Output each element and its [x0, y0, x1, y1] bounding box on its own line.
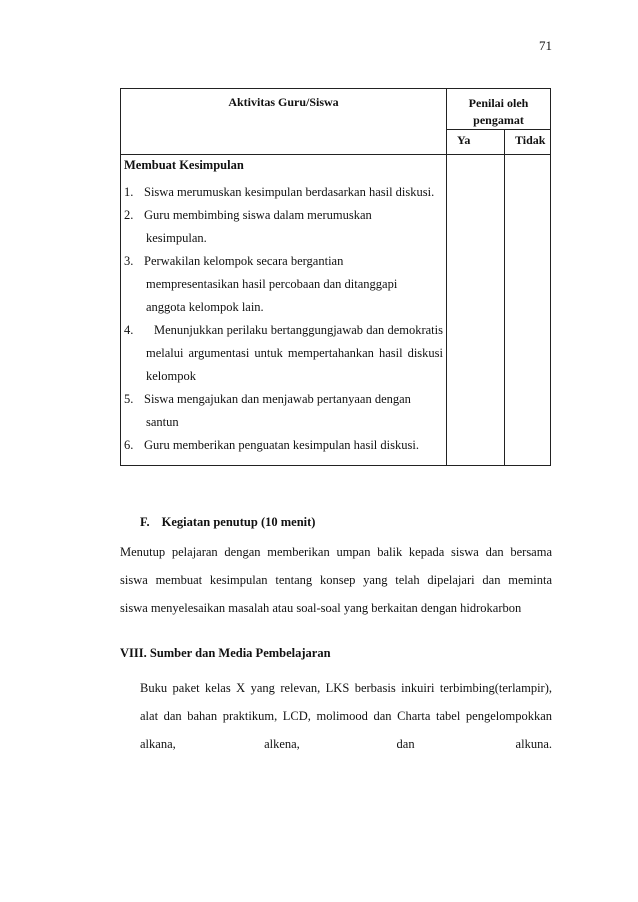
list-item	[124, 434, 443, 457]
paragraph-line: siswa menyelesaikan masalah atau soal-soal yang berkaitan dengan hidrokarbon	[120, 601, 522, 615]
item-text: santun	[146, 415, 179, 429]
item-number: 4.	[124, 323, 134, 337]
list-item-continuation	[124, 296, 443, 319]
item-number: 3.	[124, 254, 134, 268]
section-heading: Membuat Kesimpulan	[124, 158, 244, 172]
paragraph-line: Buku paket kelas X yang relevan, LKS berbasis inkuiri terbimbing(terlampir),	[140, 681, 552, 695]
list-item	[124, 204, 443, 227]
item-number: 5.	[124, 392, 134, 406]
page-number: 71	[539, 38, 552, 53]
item-text: mempresentasikan hasil percobaan dan ditanggapi	[146, 277, 398, 291]
item-text: Siswa merumuskan kesimpulan berdasarkan hasil diskusi.	[144, 185, 435, 199]
item-number: 1.	[124, 185, 134, 199]
observation-table	[120, 88, 551, 466]
item-text: Guru memberikan penguatan kesimpulan hasil diskusi.	[144, 438, 419, 452]
kegiatan-penutup-paragraph	[120, 538, 552, 622]
item-text: Siswa mengajukan dan menjawab pertanyaan dengan	[144, 392, 411, 406]
list-item	[124, 250, 443, 273]
list-item	[124, 181, 443, 204]
item-text: Menunjukkan perilaku bertanggungjawab dan demokratis	[154, 323, 443, 337]
list-item-continuation	[124, 411, 443, 434]
paragraph-line: siswa membuat kesimpulan tentang konsep yang telah dipelajari dan meminta	[120, 573, 552, 587]
item-text: melalui argumentasi untuk mempertahankan hasil diskusi	[146, 346, 443, 360]
item-text: Guru membimbing siswa dalam merumuskan	[144, 208, 372, 222]
header-tidak: Tidak	[505, 130, 551, 155]
ya-cell	[447, 155, 505, 466]
kegiatan-penutup-heading	[140, 515, 315, 530]
list-item	[124, 319, 443, 342]
item-text: kelompok	[146, 369, 196, 383]
header-penilai: Penilai oleh pengamat	[447, 89, 551, 130]
list-item-continuation	[124, 342, 443, 365]
item-text: anggota kelompok lain.	[146, 300, 264, 314]
paragraph-line: Menutup pelajaran dengan memberikan umpan balik kepada siswa dan bersama	[120, 545, 552, 559]
activity-cell	[121, 155, 447, 466]
paragraph-line: alat dan bahan praktikum, LCD, molimood dan Charta tabel pengelompokkan	[140, 709, 552, 723]
list-item-continuation	[124, 227, 443, 250]
heading-letter: F.	[140, 515, 150, 529]
item-number: 2.	[124, 208, 134, 222]
sumber-heading: VIII. Sumber dan Media Pembelajaran	[120, 646, 331, 660]
list-item-continuation	[124, 273, 443, 296]
item-text: Perwakilan kelompok secara bergantian	[144, 254, 344, 268]
sumber-paragraph	[140, 674, 552, 758]
heading-text: Kegiatan penutup (10 menit)	[161, 515, 316, 529]
item-number: 6.	[124, 438, 134, 452]
header-ya: Ya	[447, 130, 505, 155]
header-aktivitas: Aktivitas Guru/Siswa	[121, 89, 447, 155]
list-item	[124, 388, 443, 411]
item-text: kesimpulan.	[146, 231, 207, 245]
paragraph-line: alkana, alkena, dan alkuna.	[140, 737, 552, 751]
list-item-continuation	[124, 365, 443, 388]
tidak-cell	[505, 155, 551, 466]
